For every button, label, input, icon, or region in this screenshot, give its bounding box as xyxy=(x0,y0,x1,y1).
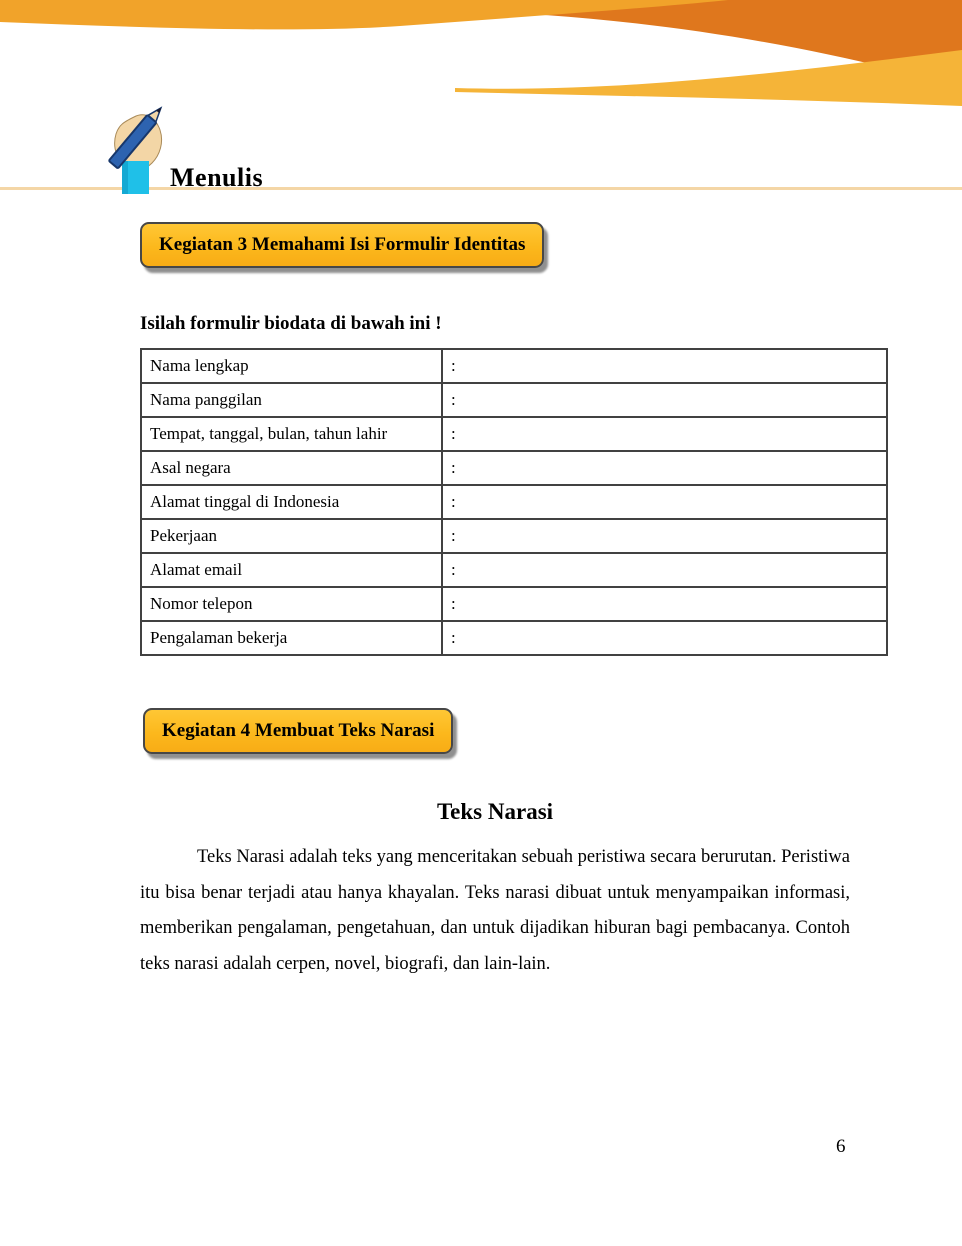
field-label: Asal negara xyxy=(141,451,442,485)
table-row xyxy=(141,417,887,451)
field-label: Nama panggilan xyxy=(141,383,442,417)
field-value-cell[interactable]: : xyxy=(442,587,887,621)
field-label: Pengalaman bekerja xyxy=(141,621,442,655)
field-label: Nomor telepon xyxy=(141,587,442,621)
field-label: Alamat email xyxy=(141,553,442,587)
table-row xyxy=(141,519,887,553)
table-row xyxy=(141,485,887,519)
field-label: Tempat, tanggal, bulan, tahun lahir xyxy=(141,417,442,451)
field-value-cell[interactable]: : xyxy=(442,349,887,383)
page-title: Menulis xyxy=(170,163,264,192)
field-value-cell[interactable]: : xyxy=(442,485,887,519)
field-value-cell[interactable]: : xyxy=(442,621,887,655)
field-label: Pekerjaan xyxy=(141,519,442,553)
table-row xyxy=(141,553,887,587)
field-value-cell[interactable]: : xyxy=(442,451,887,485)
activity-4-banner: Kegiatan 4 Membuat Teks Narasi xyxy=(143,708,453,754)
writing-hand-pencil-icon xyxy=(92,104,174,196)
biodata-form-table xyxy=(140,348,888,656)
page-number: 6 xyxy=(836,1136,846,1157)
activity-3-banner: Kegiatan 3 Memahami Isi Formulir Identitas xyxy=(140,222,544,268)
field-label: Alamat tinggal di Indonesia xyxy=(141,485,442,519)
table-row xyxy=(141,383,887,417)
field-label: Nama lengkap xyxy=(141,349,442,383)
narrative-section-title: Teks Narasi xyxy=(436,799,554,824)
table-row xyxy=(141,587,887,621)
field-value-cell[interactable]: : xyxy=(442,553,887,587)
field-value-cell[interactable]: : xyxy=(442,417,887,451)
field-value-cell[interactable]: : xyxy=(442,519,887,553)
form-instruction: Isilah formulir biodata di bawah ini ! xyxy=(140,313,442,334)
table-row xyxy=(141,451,887,485)
table-row xyxy=(141,621,887,655)
table-row xyxy=(141,349,887,383)
narrative-paragraph: Teks Narasi adalah teks yang menceritakan sebuah peristiwa secara berurutan. Peristiwa itu bisa benar terjadi atau hanya khayalan. Teks narasi dibuat untuk menyampaikan informasi, memberikan pengalaman, pengetahuan, dan untuk dijadikan hiburan bagi pembacanya. Contoh teks narasi adalah cerpen, novel, biografi, dan lain-lain. xyxy=(140,847,850,974)
field-value-cell[interactable]: : xyxy=(442,383,887,417)
